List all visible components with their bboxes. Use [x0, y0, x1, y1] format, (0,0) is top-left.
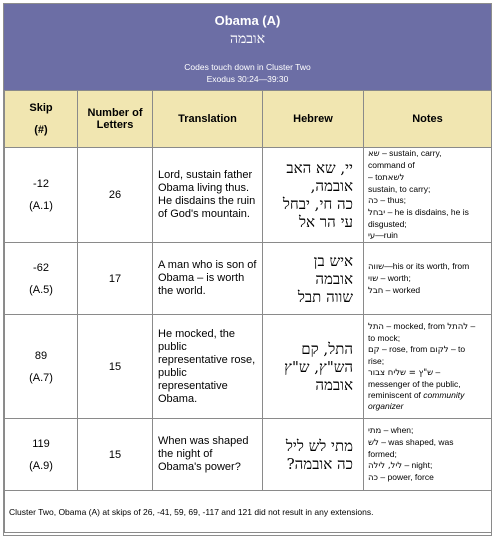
note-line: formed;	[368, 449, 397, 459]
code-id: (A.1)	[29, 200, 53, 212]
note-line: rise;	[368, 356, 385, 366]
note-line: התל – mocked, from להתל –	[368, 321, 476, 332]
skip-cell	[5, 315, 78, 419]
hebrew-line: יי, שא האב	[286, 159, 353, 177]
hebrew-line: עי הר אל	[299, 213, 353, 231]
hebrew-line: הש"ץ, ש"ץ	[284, 357, 353, 376]
letters-count: 26	[78, 148, 153, 243]
skip-cell	[5, 148, 78, 243]
hebrew-line: כה אובמה?	[286, 454, 353, 473]
letters-header-line1: Number of	[87, 107, 143, 119]
code-id: (A.7)	[29, 371, 53, 384]
hebrew-cell	[263, 419, 364, 491]
letters-count: 17	[78, 243, 153, 315]
table-row	[5, 315, 492, 419]
note-line: חבל – worked	[368, 284, 421, 296]
note-line: עי—ruin	[368, 230, 398, 241]
table-row	[5, 419, 492, 491]
skip-value: 119	[32, 437, 50, 450]
hebrew-line: איש בן	[313, 251, 353, 270]
skip-header-hash: (#)	[34, 124, 48, 136]
title-banner	[4, 4, 491, 90]
translation-cell: When was shaped the night of Obama's power?	[153, 419, 263, 491]
note-line: שווה—his or its worth, from	[368, 260, 470, 272]
note-line: כה – power, force	[368, 472, 434, 483]
note-line: שא – sustain, carry,	[368, 148, 442, 159]
cluster-line: Codes touch down in Cluster Two	[184, 62, 311, 72]
note-line: – toלשאת	[368, 172, 405, 183]
hebrew-cell	[263, 243, 364, 315]
skip-cell	[5, 419, 78, 491]
notes-cell	[364, 148, 492, 243]
translation-header: Translation	[153, 91, 263, 148]
note-line: disgusted;	[368, 219, 407, 229]
hebrew-cell	[263, 315, 364, 419]
note-line: messenger of the public,	[368, 379, 461, 389]
hebrew-line: אובמה,	[310, 177, 353, 195]
note-line: to mock;	[368, 333, 401, 343]
note-line: ליל, לילה – night;	[368, 460, 433, 471]
translation-cell: He mocked, the public representative rose, public representative Obama.	[153, 315, 263, 419]
letters-count: 15	[78, 419, 153, 491]
skip-cell	[5, 243, 78, 315]
hebrew-header: Hebrew	[263, 91, 364, 148]
hebrew-line: שווה תבל	[297, 287, 353, 306]
codes-table	[4, 90, 492, 533]
note-line: כה – thus;	[368, 195, 406, 206]
note-line: שוי – worth;	[368, 272, 411, 284]
skip-value: -12	[33, 178, 49, 190]
table-row	[5, 148, 492, 243]
code-id: (A.5)	[29, 283, 53, 296]
hebrew-title: אובמה	[229, 31, 266, 47]
letters-count: 15	[78, 315, 153, 419]
note-line: מתי – when;	[368, 425, 414, 436]
note-line: לש – was shaped, was	[368, 437, 454, 448]
footer-row	[5, 491, 492, 533]
skip-header-label: Skip	[29, 102, 53, 114]
footer-note: Cluster Two, Obama (A) at skips of 26, -41, 59, 69, -117 and 121 did not result in any extensions.	[5, 491, 492, 533]
notes-cell	[364, 315, 492, 419]
hebrew-line: מתי לש ליל	[285, 436, 353, 455]
table-row	[5, 243, 492, 315]
notes-cell	[364, 419, 492, 491]
hebrew-cell	[263, 148, 364, 243]
note-line: organizer	[368, 401, 404, 411]
skip-value: 89	[34, 349, 48, 362]
header-row	[5, 91, 492, 148]
hebrew-line: כה חי, יבחל	[282, 195, 353, 213]
translation-cell: A man who is son of Obama – is worth the world.	[153, 243, 263, 315]
translation-cell: Lord, sustain father Obama living thus. He disdains the ruin of God's mountain.	[153, 148, 263, 243]
note-line: sustain, to carry;	[368, 184, 431, 194]
note-line: קם – rose, from לקום – to	[368, 344, 466, 355]
notes-header: Notes	[364, 91, 492, 148]
note-line: יבחל – he is disdains, he is	[368, 207, 469, 218]
code-id: (A.9)	[29, 459, 53, 472]
hebrew-line: אובמה	[315, 269, 353, 288]
letters-header	[78, 91, 153, 148]
letters-header-line2: Letters	[96, 119, 134, 131]
hebrew-line: אובמה	[315, 375, 353, 394]
note-line: ש"ץ = שליח צבור –	[368, 367, 441, 378]
page-title: Obama (A)	[214, 13, 281, 28]
note-line: command of	[368, 160, 415, 170]
note-line: reminiscent of community	[368, 390, 465, 400]
range-line: Exodus 30:24—39:30	[206, 74, 289, 84]
skip-value: -62	[33, 261, 49, 274]
skip-header	[5, 91, 78, 148]
notes-cell	[364, 243, 492, 315]
hebrew-line: התל, קם	[301, 339, 353, 358]
